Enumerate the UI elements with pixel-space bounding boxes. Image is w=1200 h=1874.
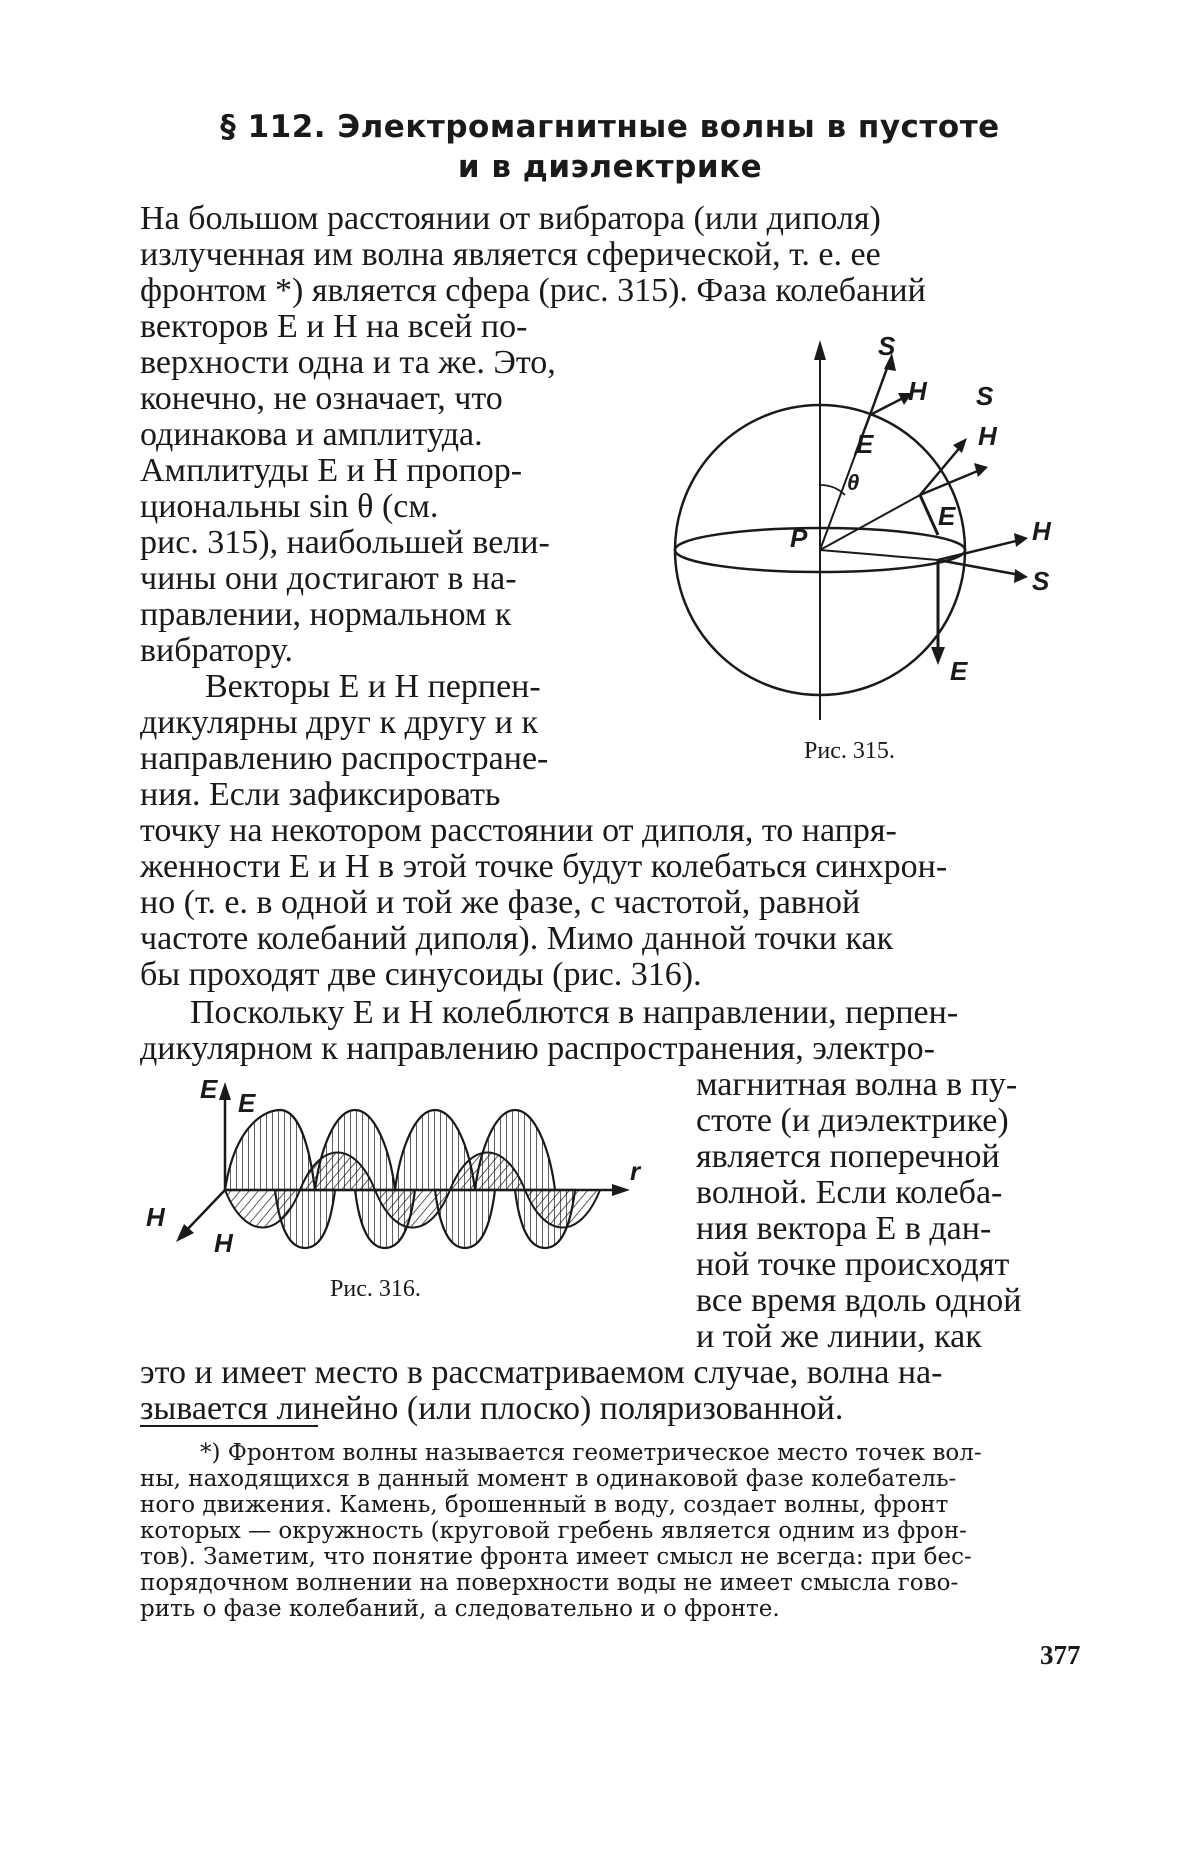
section-heading-line-2: и в диэлектрике xyxy=(457,149,763,185)
paragraph-1-line: одинакова и амплитуда. xyxy=(140,416,483,453)
paragraph-1-line: чины они достигают в на- xyxy=(140,560,517,597)
paragraph-1-line: циональны sin θ (см. xyxy=(140,488,439,525)
footnote-separator xyxy=(140,1425,318,1427)
paragraph-3-line: все время вдоль одной xyxy=(696,1282,1022,1319)
page-number: 377 xyxy=(1040,1640,1081,1670)
arrow-head xyxy=(1014,533,1028,547)
paragraph-3-line: ния вектора E в дан- xyxy=(696,1210,992,1247)
paragraph-2-line: женности E и H в этой точке будут колебаться синхрон- xyxy=(140,848,948,885)
paragraph-3-line: магнитная волна в пу- xyxy=(696,1066,1018,1103)
footnote-line: *) Фронтом волны называется геометрическое место точек вол- xyxy=(200,1440,982,1466)
footnote-line: ны, находящихся в данный момент в одинаковой фазе колебатель- xyxy=(140,1466,957,1492)
paragraph-1-line: рис. 315), наибольшей вели- xyxy=(140,524,550,561)
paragraph-2-line: частоте колебаний диполя). Мимо данной точки как xyxy=(140,920,894,957)
paragraph-3-line: зывается линейно (или плоско) поляризованной. xyxy=(140,1390,844,1427)
figure-315-sphere-diagram xyxy=(660,335,1100,735)
label-theta: θ xyxy=(847,470,860,495)
label-e-axis: E xyxy=(200,1074,218,1104)
label-h-axis: H xyxy=(146,1202,165,1232)
paragraph-3-line: стоте (и диэлектрике) xyxy=(696,1102,1009,1139)
arrow-head xyxy=(931,647,945,665)
arrow-head xyxy=(612,1184,630,1196)
figure-316-wave-diagram xyxy=(140,1070,660,1260)
paragraph-3-line: ной точке происходят xyxy=(696,1246,1010,1283)
arrow-head xyxy=(219,1082,231,1100)
paragraph-3-line: Поскольку E и H колеблются в направлении, перпен- xyxy=(190,994,959,1031)
footnote-line: ного движения. Камень, брошенный в воду, создает волны, фронт xyxy=(140,1492,949,1518)
paragraph-2-line: дикулярны друг к другу и к xyxy=(140,704,539,741)
paragraph-1-line: верхности одна и та же. Это, xyxy=(140,344,556,381)
label-e-mid: E xyxy=(938,501,956,531)
paragraph-3-line: дикулярном к направлению распространения, электро- xyxy=(140,1030,935,1067)
label-h-top: H xyxy=(908,376,927,406)
paragraph-2-line: направлению распростране- xyxy=(140,740,549,777)
paragraph-1-line: векторов E и H на всей по- xyxy=(140,308,528,345)
label-s-mid: S xyxy=(976,381,994,411)
paragraph-1-line: На большом расстоянии от вибратора (или диполя) xyxy=(140,200,881,237)
arrow-head xyxy=(974,463,988,477)
label-h-curve: H xyxy=(214,1228,233,1258)
paragraph-3-line: это и имеет место в рассматриваемом случае, волна на- xyxy=(140,1354,943,1391)
radius-line-mid xyxy=(820,495,920,550)
section-heading-line-1: § 112. Электромагнитные волны в пустоте xyxy=(220,109,1000,145)
label-h-equator: H xyxy=(1032,516,1051,546)
arrow-head xyxy=(953,438,967,453)
label-e-top: E xyxy=(856,429,874,459)
vector-h-equator xyxy=(938,540,1020,560)
radius-line-equator xyxy=(820,550,938,560)
paragraph-2-line: ния. Если зафиксировать xyxy=(140,776,501,813)
paragraph-3-line: и той же линии, как xyxy=(696,1318,982,1355)
paragraph-3-line: является поперечной xyxy=(696,1138,1000,1175)
paragraph-1-line: Амплитуды E и H пропор- xyxy=(140,452,523,489)
label-r-axis: r xyxy=(630,1156,641,1186)
paragraph-2-line: но (т. е. в одной и той же фазе, с частотой, равной xyxy=(140,884,861,921)
footnote-line: тов). Заметим, что понятие фронта имеет смысл не всегда: при бес- xyxy=(140,1544,972,1570)
paragraph-1-line: фронтом *) является сфера (рис. 315). Фаза колебаний xyxy=(140,272,926,309)
footnote-line: порядочном волнении на поверхности воды не имеет смысла гово- xyxy=(140,1570,959,1596)
paragraph-1-line: конечно, не означает, что xyxy=(140,380,503,417)
paragraph-1-line: вибратору. xyxy=(140,632,293,669)
label-s-top: S xyxy=(878,335,896,361)
label-h-mid: H xyxy=(978,421,997,451)
footnote-line: которых — окружность (круговой гребень является одним из фрон- xyxy=(140,1518,967,1544)
axis-arrow-head xyxy=(814,340,826,360)
paragraph-2-line: точку на некотором расстоянии от диполя, то напря- xyxy=(140,812,897,849)
paragraph-1-line: излученная им волна является сферической, т. е. ее xyxy=(140,236,881,273)
label-s-equator: S xyxy=(1032,566,1050,596)
figure-316-caption: Рис. 316. xyxy=(330,1276,421,1302)
label-p: P xyxy=(790,523,808,553)
vector-e-mid xyxy=(920,495,938,535)
arrow-head xyxy=(1014,569,1028,583)
vector-s-equator xyxy=(938,560,1020,575)
e-wave-upper-lobes xyxy=(225,1110,555,1190)
paragraph-2-line: бы проходят две синусоиды (рис. 316). xyxy=(140,956,702,993)
paragraph-3-line: волной. Если колеба- xyxy=(696,1174,1003,1211)
label-e-equator: E xyxy=(950,656,968,686)
figure-315-caption: Рис. 315. xyxy=(804,738,895,764)
paragraph-1-line: правлении, нормальном к xyxy=(140,596,512,633)
paragraph-2-line: Векторы E и H перпен- xyxy=(205,668,541,705)
footnote-line: рить о фазе колебаний, а следовательно и о фронте. xyxy=(140,1596,780,1622)
label-e-curve: E xyxy=(238,1088,256,1118)
